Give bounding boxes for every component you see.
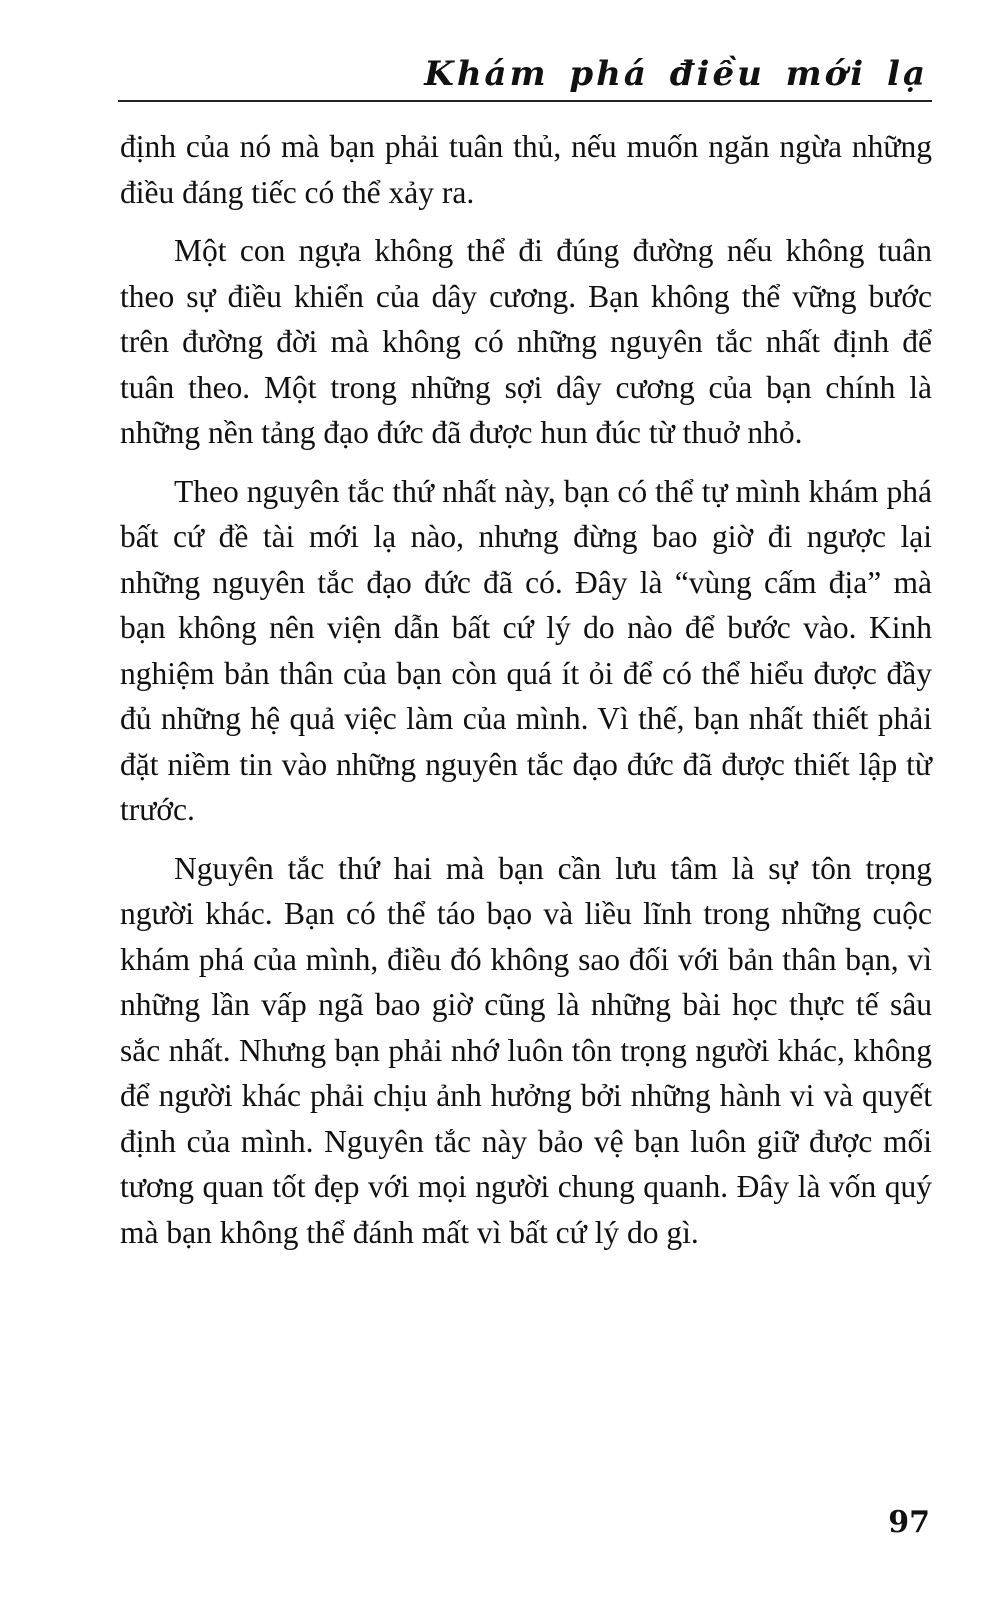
chapter-title: Khám phá điều mới lạ [424,54,928,94]
paragraph-3: Theo nguyên tắc thứ nhất này, bạn có thể tự mình khám phá bất cứ đề tài mới lạ nào, nhưng đừng bao giờ đi ngược lại những nguyên tắc đạo đức đã có. Đây là “vùng cấm địa” mà bạn không nên viện dẫn bất cứ lý do nào để bước vào. Kinh nghiệm bản thân của bạn còn quá ít ỏi để có thể hiểu được đầy đủ những hệ quả việc làm của mình. Vì thế, bạn nhất thiết phải đặt niềm tin vào những nguyên tắc đạo đức đã được thiết lập từ trước. [120,473,932,827]
paragraph-1: định của nó mà bạn phải tuân thủ, nếu muốn ngăn ngừa những điều đáng tiếc có thể xảy ra. [120,129,932,210]
paragraph-4: Nguyên tắc thứ hai mà bạn cần lưu tâm là sự tôn trọng người khác. Bạn có thể táo bạo và liều lĩnh trong những cuộc khám phá của mình, điều đó không sao đối với bản thân bạn, vì những lần vấp ngã bao giờ cũng là những bài học thực tế sâu sắc nhất. Nhưng bạn phải nhớ luôn tôn trọng người khác, không để người khác phải chịu ảnh hưởng bởi những hành vi và quyết định của mình. Nguyên tắc này bảo vệ bạn luôn giữ được mối tương quan tốt đẹp với mọi người chung quanh. Đây là vốn quý mà bạn không thể đánh mất vì bất cứ lý do gì. [120,850,932,1250]
paragraph-2: Một con ngựa không thể đi đúng đường nếu không tuân theo sự điều khiển của dây cương. Bạn không thể vững bước trên đường đời mà không có những nguyên tắc nhất định để tuân theo. Một trong những sợi dây cương của bạn chính là những nền tảng đạo đức đã được hun đúc từ thuở nhỏ. [120,233,932,450]
running-header [118,52,932,102]
page-number: 97 [888,1505,930,1540]
page-body [120,124,932,1268]
